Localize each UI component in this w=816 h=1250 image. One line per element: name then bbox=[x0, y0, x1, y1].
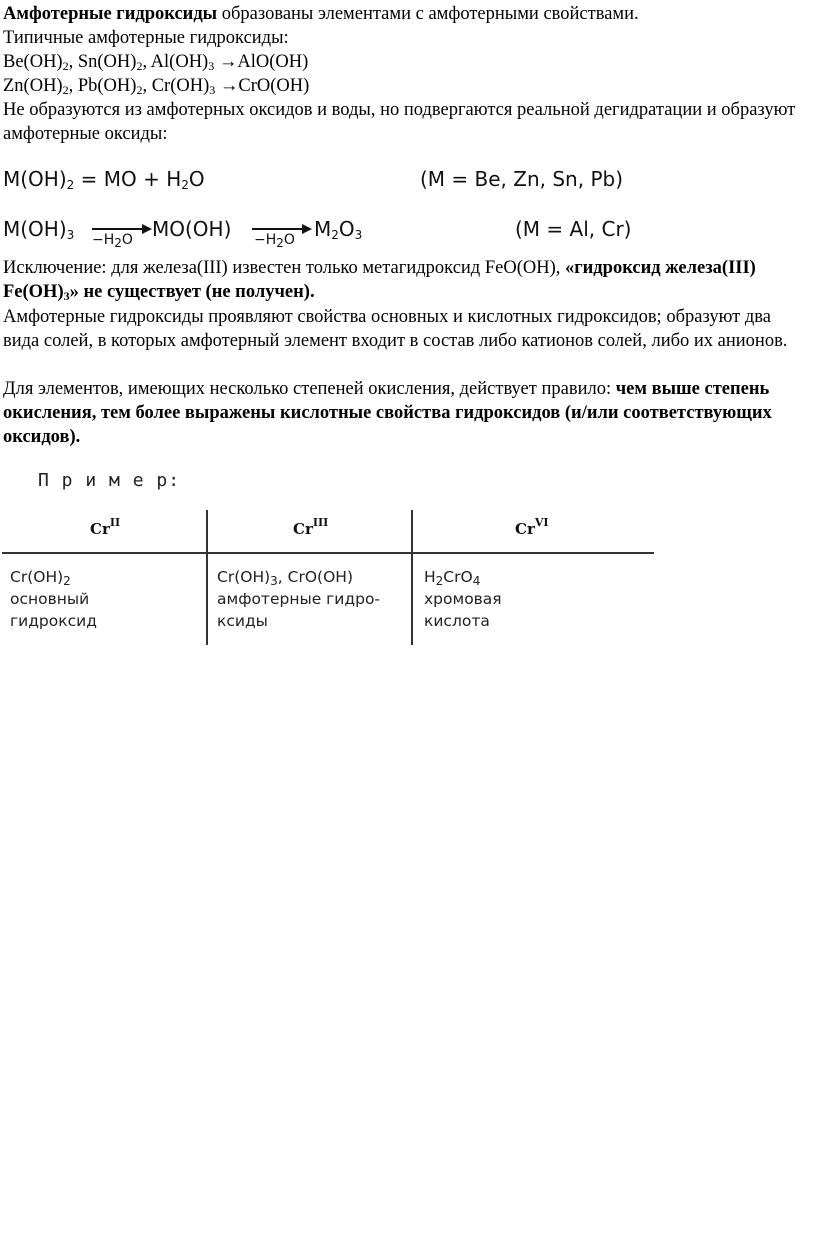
table-header-divider bbox=[2, 552, 654, 554]
reaction-arrow-1-head bbox=[142, 224, 152, 234]
cell-cr-vi-formula: $H_2CrO_4$ bbox=[424, 568, 481, 588]
cell-cr-iii-line1: амфотерные гидро- bbox=[217, 590, 381, 608]
example-title: П р и м е р: bbox=[38, 470, 181, 491]
cell-cr-ii bbox=[10, 566, 97, 632]
formula-1-equation: $M(OH)_2$ = MO + $H_2O$ bbox=[3, 167, 205, 192]
formula-2-mid: MO(OH) bbox=[152, 217, 232, 241]
cell-cr-ii-formula: $Cr(OH)_2$ bbox=[10, 568, 71, 588]
typical-line-2: $Zn(OH)_2$, $Pb(OH)_2$, $Cr(OH)_3 \to CrO(OH)$ bbox=[3, 76, 310, 97]
table-column-divider-1 bbox=[206, 510, 208, 645]
formula-1-condition: (M = Be, Zn, Sn, Pb) bbox=[420, 167, 624, 191]
formula-2-condition: (M = Al, Cr) bbox=[515, 217, 632, 241]
formula-2-rhs: $M_2O_3$ bbox=[314, 217, 363, 242]
arrow-1-label: $-H_2O$ bbox=[92, 232, 133, 250]
intro-rest: образованы элементами с амфотерными свойствами. bbox=[217, 4, 639, 24]
dehydration-paragraph: Не образуются из амфотерных оксидов и воды, но подвергаются реальной дегидратации и образуют амфотерные оксиды: bbox=[3, 100, 796, 144]
cell-cr-iii bbox=[217, 566, 380, 632]
reaction-arrow-1 bbox=[92, 228, 144, 230]
cell-cr-vi-line1: хромовая bbox=[424, 590, 502, 608]
exception-paragraph: Исключение: для железа(III) известен только метагидроксид FeO(OH), «гидроксид железа(III) $Fe(OH)_3$» не существует (не получен). bbox=[3, 258, 756, 303]
intro-paragraph bbox=[3, 2, 811, 26]
rule-paragraph: Для элементов, имеющих несколько степеней окисления, действует правило: чем выше степень окисления, тем более выражены кислотные свойства гидроксидов (и/или соответствующих оксидов). bbox=[3, 379, 772, 447]
header-cr-iii: $Cr^{III}$ bbox=[293, 516, 329, 538]
table-column-divider-2 bbox=[411, 510, 413, 645]
formula-2-lhs: $M(OH)_3$ bbox=[3, 217, 75, 242]
header-cr-ii: $Cr^{II}$ bbox=[90, 516, 121, 538]
reaction-arrow-2 bbox=[252, 228, 304, 230]
cell-cr-ii-line2: гидроксид bbox=[10, 612, 97, 630]
cell-cr-iii-line2: ксиды bbox=[217, 612, 268, 630]
cell-cr-vi bbox=[424, 566, 502, 632]
cell-cr-iii-formula: $Cr(OH)_3$, CrO(OH) bbox=[217, 568, 353, 588]
cell-cr-ii-line1: основный bbox=[10, 590, 90, 608]
intro-bold-lead: Амфотерные гидроксиды bbox=[3, 4, 218, 24]
arrow-2-label: $-H_2O$ bbox=[254, 232, 295, 250]
reaction-arrow-2-head bbox=[302, 224, 312, 234]
header-cr-vi: $Cr^{VI}$ bbox=[515, 516, 549, 538]
typical-label: Типичные амфотерные гидроксиды: bbox=[3, 28, 289, 48]
cell-cr-vi-line2: кислота bbox=[424, 612, 490, 630]
salts-paragraph: Амфотерные гидроксиды проявляют свойства основных и кислотных гидроксидов; образуют два вида солей, в которых амфотерный элемент входит в состав либо катионов солей, либо их анионов. bbox=[3, 307, 788, 351]
typical-line-1: $Be(OH)_2$, $Sn(OH)_2$, $Al(OH)_3 \to AlO(OH)$ bbox=[3, 52, 309, 73]
